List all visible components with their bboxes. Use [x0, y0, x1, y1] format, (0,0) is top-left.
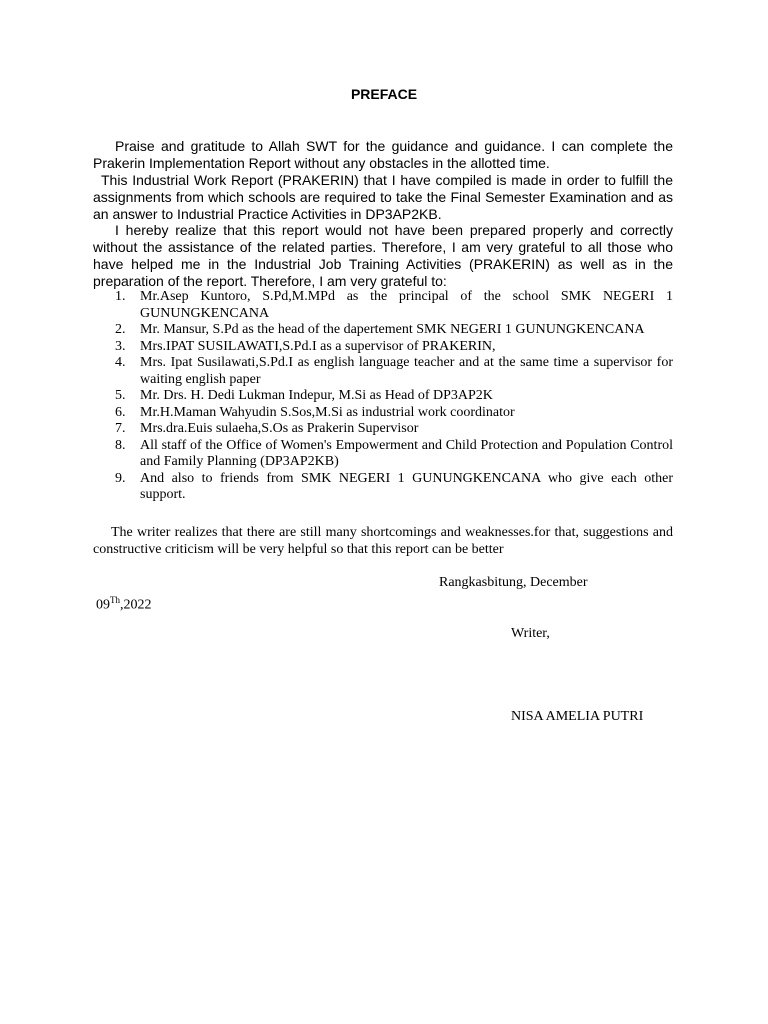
- list-number: 9.: [115, 470, 126, 486]
- list-text: And also to friends from SMK NEGERI 1 GUNUNGKENCANA who give each other support.: [140, 470, 673, 502]
- date-suffix: Th: [110, 595, 120, 605]
- closing-paragraph: The writer realizes that there are still many shortcomings and weaknesses.for that, suggestions and constructive criticism will be very helpful so that this report can be better: [93, 525, 673, 557]
- list-item: [93, 388, 673, 405]
- list-number: 7.: [115, 421, 126, 436]
- signature-place: Rangkasbitung, December: [439, 575, 588, 590]
- list-text: Mr.H.Maman Wahyudin S.Sos,M.Si as industrial work coordinator: [140, 404, 515, 420]
- list-text: Mrs.IPAT SUSILAWATI,S.Pd.I as a supervisor of PRAKERIN,: [140, 338, 496, 354]
- writer-label: Writer,: [511, 626, 550, 641]
- date-year: ,2022: [120, 597, 152, 613]
- thanks-list: [93, 289, 673, 504]
- list-item: [93, 322, 673, 339]
- list-item: [93, 421, 673, 438]
- paragraph-acknowledgement: I hereby realize that this report would not have been prepared properly and correctly without the assistance of the related parties. Therefore, I am very grateful to all those who have helped me in the Industrial Job Training Activities (PRAKERIN) as well as in the preparation of the report. Therefore, I am very grateful to:: [93, 222, 673, 289]
- list-number: 6.: [115, 404, 126, 420]
- list-number: 3.: [115, 338, 126, 354]
- paragraph-report-purpose: This Industrial Work Report (PRAKERIN) that I have compiled is made in order to fulfill the assignments from which schools are required to take the Final Semester Examination and as an answer to Industrial Practice Activities in DP3AP2KB.: [93, 172, 673, 222]
- list-item: [93, 471, 673, 504]
- list-text: All staff of the Office of Women's Empowerment and Child Protection and Population Control and Family Planning (DP3AP2KB): [140, 437, 673, 469]
- list-number: 5.: [115, 388, 126, 403]
- list-text: Mrs. Ipat Susilawati,S.Pd.I as english language teacher and at the same time a supervisor for waiting english paper: [140, 355, 673, 387]
- list-item: [93, 405, 673, 422]
- paragraph-gratitude: Praise and gratitude to Allah SWT for the guidance and guidance. I can complete the Prakerin Implementation Report without any obstacles in the allotted time.: [93, 138, 673, 171]
- list-number: 1.: [115, 289, 126, 304]
- list-number: 2.: [115, 322, 126, 337]
- list-item: [93, 289, 673, 322]
- list-number: 4.: [115, 355, 126, 370]
- signature-date: [96, 592, 152, 614]
- list-item: [93, 355, 673, 388]
- list-text: Mrs.dra.Euis sulaeha,S.Os as Prakerin Supervisor: [140, 421, 419, 436]
- writer-name: NISA AMELIA PUTRI: [511, 709, 644, 724]
- list-text: Mr. Drs. H. Dedi Lukman Indepur, M.Si as Head of DP3AP2K: [140, 388, 493, 403]
- date-day: 09: [96, 597, 110, 613]
- list-number: 8.: [115, 437, 126, 453]
- page-title: PREFACE: [350, 86, 418, 102]
- list-text: Mr. Mansur, S.Pd as the head of the dapertement SMK NEGERI 1 GUNUNGKENCANA: [140, 322, 645, 337]
- list-text: Mr.Asep Kuntoro, S.Pd,M.MPd as the principal of the school SMK NEGERI 1 GUNUNGKENCANA: [140, 289, 673, 321]
- list-item: [93, 339, 673, 356]
- list-item: [93, 438, 673, 471]
